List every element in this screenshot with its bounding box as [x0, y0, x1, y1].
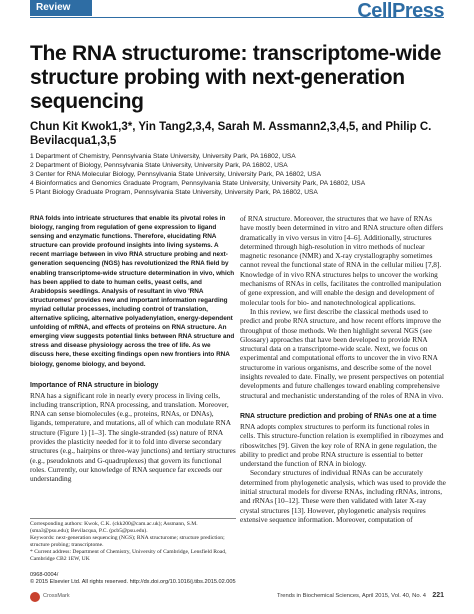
section-heading-importance: Importance of RNA structure in biology	[30, 381, 159, 389]
journal-citation: Trends in Biochemical Sciences, April 2015, Vol. 40, No. 4	[277, 593, 426, 599]
right-column	[240, 214, 446, 524]
section-tag: Review	[30, 0, 92, 16]
page-footer	[30, 592, 444, 604]
cellpress-logo	[357, 0, 444, 22]
footnote-rule	[30, 518, 236, 519]
article-title: The RNA structurome: transcriptome-wide structure probing with next-generation sequencing	[30, 42, 442, 113]
issn: 0968-0004/	[30, 572, 59, 578]
footnotes	[30, 518, 236, 562]
author-list: Chun Kit Kwok1,3*, Yin Tang2,3,4, Sarah M. Assmann2,3,4,5, and Philip C. Bevilacqua1,3,5	[30, 121, 432, 147]
body-paragraph: In this review, we first describe the classical methods used to predict and probe RNA structure, and how recent efforts improve the throughput of those methods. We then highlight several NGS (see Glossary) approaches that have been developed to provide RNA structural data on a transcriptome-wide scale. Next, we focus on experimental and computational efforts to uncover the in vivo RNA structurome in various organisms, and describe some of the novel insights revealed to date. Finally, we present perspectives on potential developments and future challenges toward enabling comprehensive structural and mechanistic understanding of the roles of RNA in vivo.	[240, 306, 444, 400]
copyright-doi[interactable]: © 2015 Elsevier Ltd. All rights reserved. http://dx.doi.org/10.1016/j.tibs.2015.02.005	[30, 579, 236, 585]
copyright-block	[30, 572, 444, 586]
page-number: 221	[432, 592, 444, 599]
logo-press-text: Press	[392, 0, 444, 22]
affiliation-5: 5 Plant Biology Graduate Program, Pennsylvania State University, University Park, PA 16802, USA	[30, 189, 318, 196]
section-heading-prediction: RNA structure prediction and probing of RNAs one at a time	[240, 412, 437, 420]
affiliation-3: 3 Center for RNA Molecular Biology, Pennsylvania State University, University Park, PA 16802, USA	[30, 171, 321, 178]
affiliations	[30, 152, 450, 197]
body-paragraph: of RNA structure. Moreover, the structures that we have of RNAs have mostly been determined in vitro and RNA structure often differs dramatically in vivo versus in vitro [4–6]. Additionally, structures determined through high-resolution in vitro methods of nuclear magnetic resonance (NMR) and X-ray crystallography sometimes cannot reveal the functional state of RNA in the cellular milieu [7,8]. Knowledge of in vivo RNA structures helps to uncover the working mechanisms of RNAs in cells, facilitates the controlled manipulation of gene expression, and will enable the design and development of molecular tools for bio- and nanotechnological applications.	[240, 214, 443, 307]
body-paragraph: RNA has a significant role in nearly every process in living cells, including transcription, RNA processing, and translation. Moreover, RNA can sense biomolecules (e.g., proteins, RNAs, or DNAs), ligands, temperature, and mutations, all of which can modulate RNA structure (Figure 1) [1–3]. The single-stranded (ss) nature of RNA provides the plasticity needed for it to fold into diverse secondary structures (e.g., hairpins or three-way junctions) and tertiary structures (e.g., pseudoknots and G-quadruplexes) that govern its functional roles. Currently, our knowledge of RNA sequence far exceeds our understanding	[30, 390, 236, 484]
body-paragraph: RNA adopts complex structures to perform its functional roles in cells. This structure-function relation is exemplified in ribozymes and riboswitches [9]. Given the key role of RNA in gene regulation, the ability to predict and probe RNA structure is essential to better understand the function of RNA in biology.	[240, 421, 444, 469]
corresponding-authors: Corresponding authors: Kwok, C.K. (ckk200@cam.ac.uk); Assmann, S.M. (sma3@psu.edu); Bevilacqua, P.C. (pcb5@psu.edu).	[30, 521, 198, 534]
affiliation-2: 2 Department of Biology, Pennsylvania State University, University Park, PA 16802, USA	[30, 162, 288, 169]
body-paragraph: Secondary structures of individual RNAs can be accurately determined from phylogenetic analysis, which was used to provide the initial structural models for diverse RNAs, including rRNAs, introns, and rRNAs [10–12]. These were then validated with later X-ray crystal structures [13]. However, phylogenetic analysis requires extensive sequence information. Moreover, computation of	[240, 468, 446, 524]
abstract: RNA folds into intricate structures that enable its pivotal roles in biology, ranging from regulation of gene expression to ligand sensing and enzymatic functions. Therefore, elucidating RNA structure can provide profound insights into living systems. A recent marriage between in vivo RNA structure probing and next-generation sequencing (NGS) has revolutionized the RNA field by enabling transcriptome-wide structure determination in vivo, which has been applied to date to human cells, yeast cells, and Arabidopsis seedlings. Analysis of resultant in vivo 'RNA structuromes' provides new and important information regarding myriad cellular processes, including control of translation, alternative splicing, alternative polyadenylation, energy-dependent unfolding of mRNA, and effects of proteins on RNA structure. An emerging view suggests potential links between RNA structure and stress and disease physiology across the tree of life. As we discuss here, these exciting findings open new frontiers into RNA biology, genome biology, and beyond.	[30, 215, 235, 368]
logo-cell-text: Cell	[357, 0, 392, 22]
journal-header	[0, 0, 474, 30]
left-column	[30, 214, 236, 484]
keywords: Keywords: next-generation sequencing (NGS); RNA structurome; structure prediction; structure probing; transcriptome.	[30, 534, 225, 548]
affiliation-1: 1 Department of Chemistry, Pennsylvania State University, University Park, PA 16802, USA	[30, 153, 296, 160]
crossmark-label[interactable]: CrossMark	[43, 593, 70, 599]
crossmark-icon[interactable]	[30, 592, 40, 602]
current-address: * Current address: Department of Chemistry, University of Cambridge, Lensfield Road, Cambridge CB2 1EW, UK	[30, 548, 227, 562]
affiliation-4: 4 Bioinformatics and Genomics Graduate Program, Pennsylvania State University, University Park, PA 16802, USA	[30, 180, 366, 187]
